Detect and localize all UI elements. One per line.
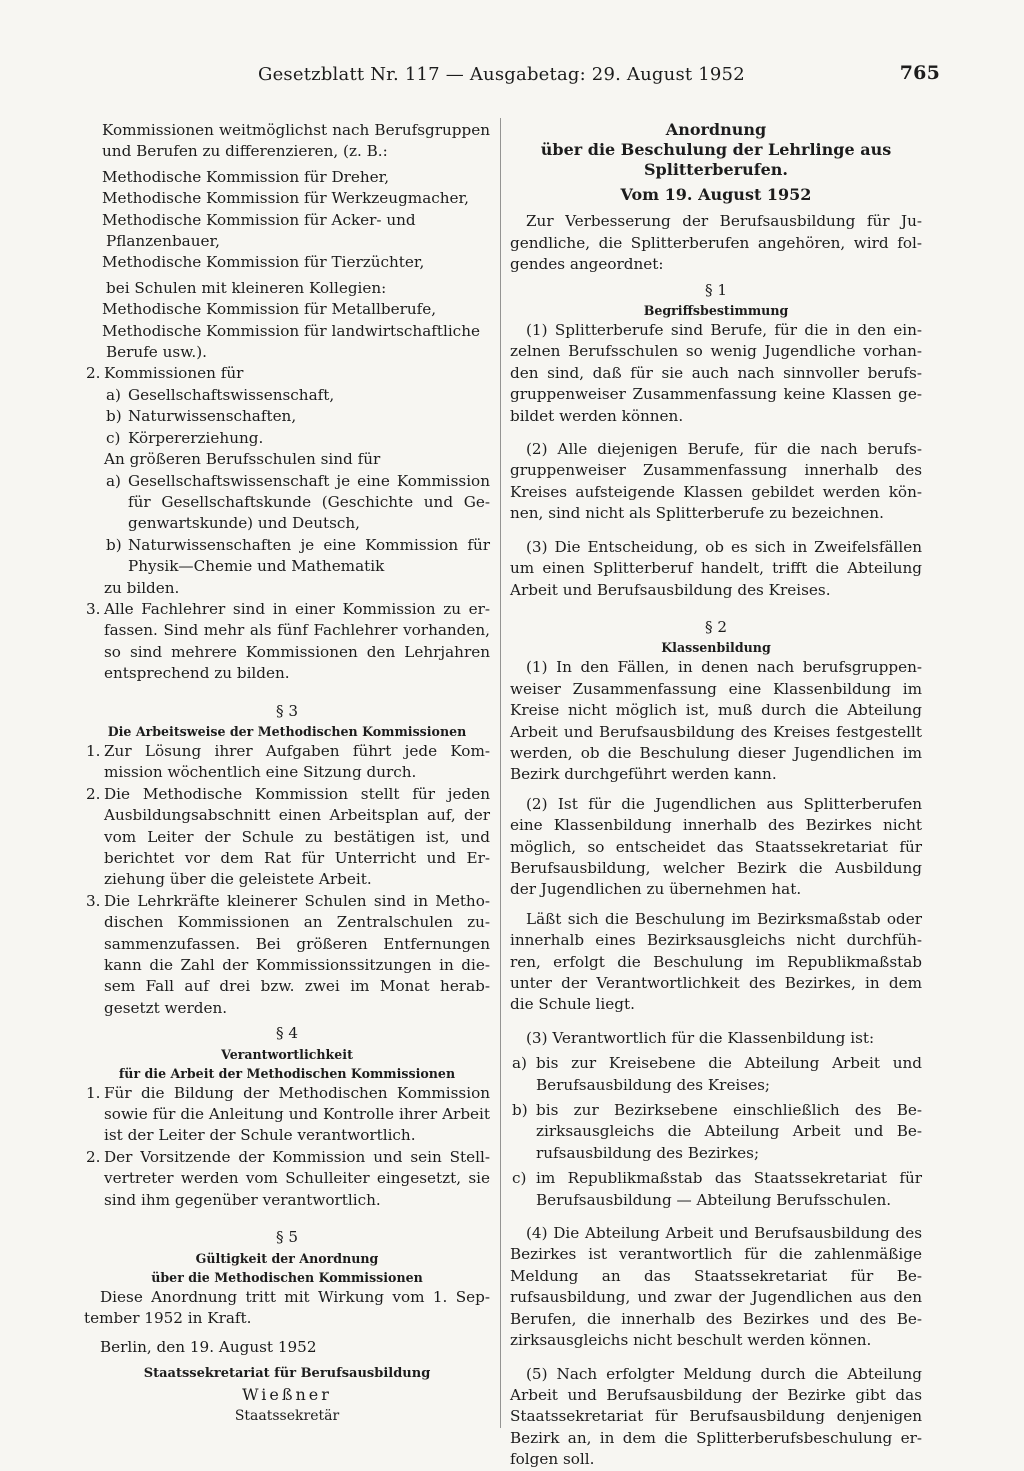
sub-item: [510, 1100, 922, 1164]
section-sign: § 2: [704, 617, 728, 636]
item-marker: a): [512, 1054, 527, 1073]
item-text: Gesellschaftswissenschaft,: [128, 385, 335, 404]
paragraph: (3) Verantwortlich für die Klassenbildung ist:: [526, 1028, 875, 1047]
item-text: Die Methodische Kommission stellt für jeden Ausbildungsabschnitt einen Arbeitsplan auf, der vom Leiter der Schule zu bestätigen ist, und berichtet vor dem Rat für Unterricht und Erziehung über die geleistete Arbeit.: [104, 784, 490, 889]
item-text: bis zur Bezirksebene einschließlich des Bezirksausgleichs die Abteilung Arbeit und Berufsausbildung des Bezirkes;: [536, 1101, 922, 1162]
section-text: Diese Anordnung tritt mit Wirkung vom 1. September 1952 in Kraft.: [84, 1287, 490, 1327]
section-heading: für die Arbeit der Methodischen Kommissionen: [118, 1065, 456, 1081]
list-item: [84, 741, 490, 784]
signature-name: Wießner: [242, 1385, 332, 1405]
section-heading: Klassenbildung: [661, 640, 771, 656]
item-marker: 1.: [86, 741, 101, 760]
item-text: bis zur Kreisebene die Abteilung Arbeit und Berufsausbildung des Kreises;: [536, 1054, 922, 1094]
sub-item: [510, 1168, 922, 1211]
item-text: Kommissionen für: [104, 364, 244, 383]
example-line: Methodische Kommission für landwirtschaftliche Berufe usw.).: [102, 321, 480, 362]
paragraph: (1) Splitterberufe sind Berufe, für die in den einzelnen Berufsschulen so wenig Jugendliche vorhanden sind, daß für sie auch nach sinnvoller berufsgruppenweiser Zusammenfassung keine Klassen gebildet werden können.: [510, 321, 922, 425]
list-item: [84, 363, 490, 384]
sub-item: [84, 428, 490, 449]
item-marker: c): [106, 428, 121, 447]
sub-item: [84, 385, 490, 406]
small-schools-label: bei Schulen mit kleineren Kollegien:: [106, 278, 387, 297]
item-text: Der Vorsitzende der Kommission und sein Stellvertreter werden vom Schulleiter eingesetzt, sie sind ihm gegenüber verantwortlich.: [104, 1147, 490, 1209]
section-sign: § 1: [704, 280, 728, 299]
right-column: [510, 120, 922, 1471]
item-marker: c): [512, 1169, 527, 1188]
preamble: Zur Verbesserung der Berufsausbildung für Jugendliche, die Splitterberufen angehören, wird folgendes angeordnet:: [510, 212, 922, 274]
ordinance-title: Anordnung: [665, 120, 767, 139]
list-item: [84, 1083, 490, 1147]
item-marker: b): [106, 535, 122, 554]
page-number: 765: [899, 62, 940, 84]
item-marker: 3.: [86, 599, 101, 618]
section-heading: über die Methodischen Kommissionen: [151, 1269, 423, 1285]
item-marker: 2.: [86, 784, 101, 803]
paragraph: (3) Die Entscheidung, ob es sich in Zweifelsfällen um einen Splitterberuf handelt, trifft die Abteilung Arbeit und Berufsausbildung des Kreises.: [510, 537, 922, 599]
item-text: Naturwissenschaften,: [128, 407, 297, 426]
item-text: Für die Bildung der Methodischen Kommission sowie für die Anleitung und Kontrolle ihrer Arbeit ist der Leiter der Schule verantwortlich.: [104, 1083, 490, 1145]
item-marker: a): [106, 471, 121, 490]
item-number: 2.: [86, 364, 101, 383]
column-divider: [500, 118, 501, 1428]
item-text: Naturwissenschaften je eine Kommission für Physik—Chemie und Mathematik: [128, 535, 490, 576]
section-sign: § 4: [275, 1024, 299, 1043]
left-column: [84, 120, 490, 1427]
sub-item: [510, 1053, 922, 1096]
item-marker: 1.: [86, 1083, 101, 1102]
paragraph: (1) In den Fällen, in denen nach berufsgruppenweiser Zusammenfassung eine Klassenbildung im Kreise nicht möglich ist, muß durch die Abteilung Arbeit und Berufsausbildung des Kreises festgestellt werden, ob die Beschulung dieser Jugendlichen im Bezirk durchgeführt werden kann.: [510, 658, 922, 784]
ordinance-title: Splitterberufen.: [644, 160, 788, 179]
sub-item: [84, 535, 490, 578]
item-text: Zur Lösung ihrer Aufgaben führt jede Kommission wöchentlich eine Sitzung durch.: [104, 741, 490, 782]
section-heading: Die Arbeitsweise der Methodischen Kommissionen: [107, 723, 467, 739]
ordinance-title: über die Beschulung der Lehrlinge aus: [540, 140, 892, 159]
section-sign: § 3: [275, 701, 299, 720]
signature-title: Staatssekretär: [234, 1407, 340, 1424]
intro-text: Kommissionen weitmöglichst nach Berufsgruppen und Berufen zu differenzieren, (z. B.:: [102, 121, 490, 161]
section-heading: Begriffsbestimmung: [643, 303, 789, 319]
list-item: [84, 1147, 490, 1211]
paragraph: (5) Nach erfolgter Meldung durch die Abteilung Arbeit und Berufsausbildung der Bezirke gibt das Staatssekretariat für Berufsausbildung denjenigen Bezirk an, in dem die Splitterberufsbeschulung erfolgen soll.: [510, 1364, 922, 1469]
closing-text: zu bilden.: [104, 578, 180, 597]
example-line: Methodische Kommission für Dreher,: [102, 167, 390, 186]
sub-item: [84, 471, 490, 535]
paragraph: (2) Alle diejenigen Berufe, für die nach berufsgruppenweiser Zusammenfassung innerhalb des Kreises aufsteigende Klassen gebildet werden können, sind nicht als Splitterberufe zu bezeichnen.: [510, 440, 922, 523]
item-text: Körpererziehung.: [128, 428, 264, 447]
sub-item: [84, 406, 490, 427]
item-marker: 2.: [86, 1147, 101, 1166]
paragraph: (2) Ist für die Jugendlichen aus Splitterberufen eine Klassenbildung innerhalb des Bezirkes nicht möglich, so entscheidet das Staatssekretariat für Berufsausbildung, welcher Bezirk die Ausbildung der Jugendlichen zu übernehmen hat.: [510, 794, 922, 899]
item-marker: b): [512, 1101, 528, 1120]
paragraph: Läßt sich die Beschulung im Bezirksmaßstab oder innerhalb eines Bezirksausgleichs nicht durchführen, erfolgt die Beschulung im Republikmaßstab unter der Verantwortlichkeit des Bezirkes, in dem die Schule liegt.: [510, 909, 922, 1014]
page-header: [250, 62, 940, 88]
section-heading: Gültigkeit der Anordnung: [195, 1250, 379, 1266]
signature-organisation: Staatssekretariat für Berufsausbildung: [143, 1365, 431, 1381]
item-marker: 3.: [86, 891, 101, 910]
ordinance-date: Vom 19. August 1952: [620, 185, 812, 204]
example-line: Methodische Kommission für Tierzüchter,: [102, 253, 425, 272]
gazette-header-title: Gesetzblatt Nr. 117 — Ausgabetag: 29. August 1952: [258, 64, 745, 85]
list-item: [84, 599, 490, 685]
item-marker: a): [106, 385, 121, 404]
paragraph: (4) Die Abteilung Arbeit und Berufsausbildung des Bezirkes ist verantwortlich für die zahlenmäßige Meldung an das Staatssekretariat für Berufsausbildung, und zwar der Jugendlichen aus den Berufen, die innerhalb des Bezirkes und des Bezirksausgleichs nicht beschult werden können.: [510, 1224, 922, 1350]
example-line: Methodische Kommission für Acker- und Pflanzenbauer,: [102, 210, 416, 251]
example-line: Methodische Kommission für Werkzeugmacher,: [102, 189, 469, 208]
item-text: Alle Fachlehrer sind in einer Kommission zu erfassen. Sind mehr als fünf Fachlehrer vorhanden, so sind mehrere Kommissionen den Lehrjahren entsprechend zu bilden.: [104, 599, 490, 683]
item-text: Gesellschaftswissenschaft je eine Kommission für Gesellschaftskunde (Geschichte und Gegenwartskunde) und Deutsch,: [128, 471, 490, 533]
item-text: Die Lehrkräfte kleinerer Schulen sind in Methodischen Kommissionen an Zentralschulen zusammenzufassen. Bei größeren Entfernungen kann die Zahl der Kommissionssitzungen in diesem Fall auf drei bzw. zwei im Monat herabgesetzt werden.: [104, 891, 490, 1017]
item-text: im Republikmaßstab das Staatssekretariat für Berufsausbildung — Abteilung Berufsschulen.: [536, 1169, 922, 1209]
list-item: [84, 784, 490, 891]
section-sign: § 5: [275, 1228, 299, 1247]
list-item: [84, 891, 490, 1019]
example-line: Methodische Kommission für Metallberufe,: [102, 300, 437, 319]
section-heading: Verantwortlichkeit: [221, 1046, 353, 1062]
item-marker: b): [106, 407, 122, 426]
place-date: Berlin, den 19. August 1952: [100, 1338, 317, 1357]
larger-schools-label: An größeren Berufsschulen sind für: [104, 450, 381, 469]
